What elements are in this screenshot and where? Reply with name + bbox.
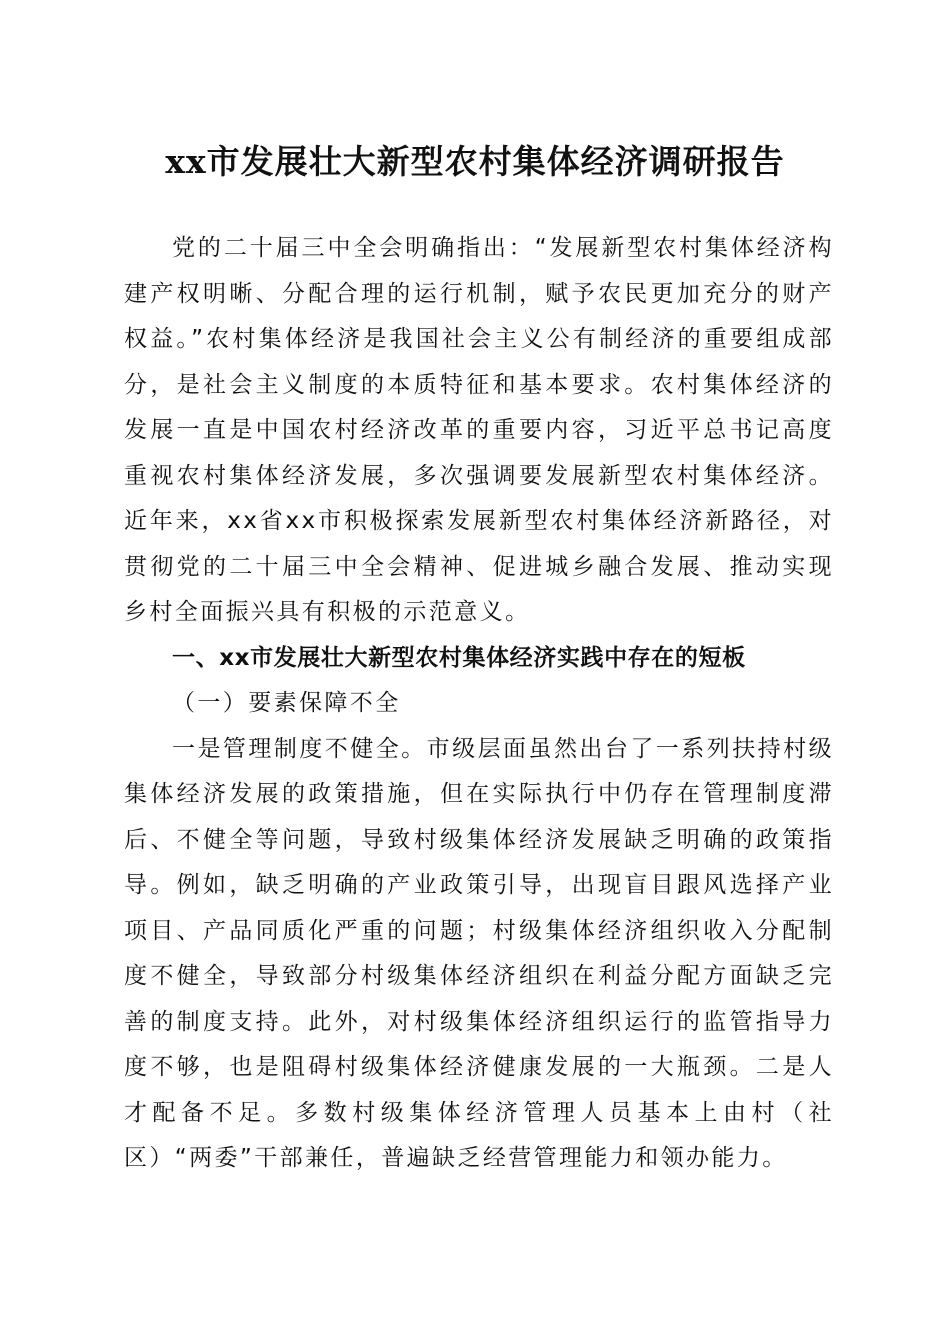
section-paragraph: 一是管理制度不健全。市级层面虽然出台了一系列扶持村级集体经济发展的政策措施，但在实际执行中仍存在管理制度滞后、不健全等问题，导致村级集体经济发展缺乏明确的政策指导。例如，缺乏明确的产业政策引导，出现盲目跟风选择产业项目、产品同质化严重的问题；村级集体经济组织收入分配制度不健全，导致部分村级集体经济组织在利益分配方面缺乏完善的制度支持。此外，对村级集体经济组织运行的监管指导力度不够，也是阻碍村级集体经济健康发展的一大瓶颈。二是人才配备不足。多数村级集体经济管理人员基本上由村（社区）“两委”干部兼任，普遍缺乏经营管理能力和领办能力。 bbox=[124, 735, 834, 1171]
subsection-heading: （一）要素保障不全 bbox=[172, 690, 401, 716]
section-heading: 一、xx市发展壮大新型农村集体经济实践中存在的短板 bbox=[172, 644, 746, 671]
document-body bbox=[124, 226, 834, 1182]
intro-paragraph: 党的二十届三中全会明确指出：“发展新型农村集体经济构建产权明晰、分配合理的运行机制，赋予农民更加充分的财产权益。”农村集体经济是我国社会主义公有制经济的重要组成部分，是社会主义制度的本质特征和基本要求。农村集体经济的发展一直是中国农村经济改革的重要内容，习近平总书记高度重视农村集体经济发展，多次强调要发展新型农村集体经济。近年来，xx省xx市积极探索发展新型农村集体经济新路径，对贯彻党的二十届三中全会精神、促进城乡融合发展、推动实现乡村全面振兴具有积极的示范意义。 bbox=[124, 235, 834, 625]
document-title: xx市发展壮大新型农村集体经济调研报告 bbox=[165, 142, 785, 181]
